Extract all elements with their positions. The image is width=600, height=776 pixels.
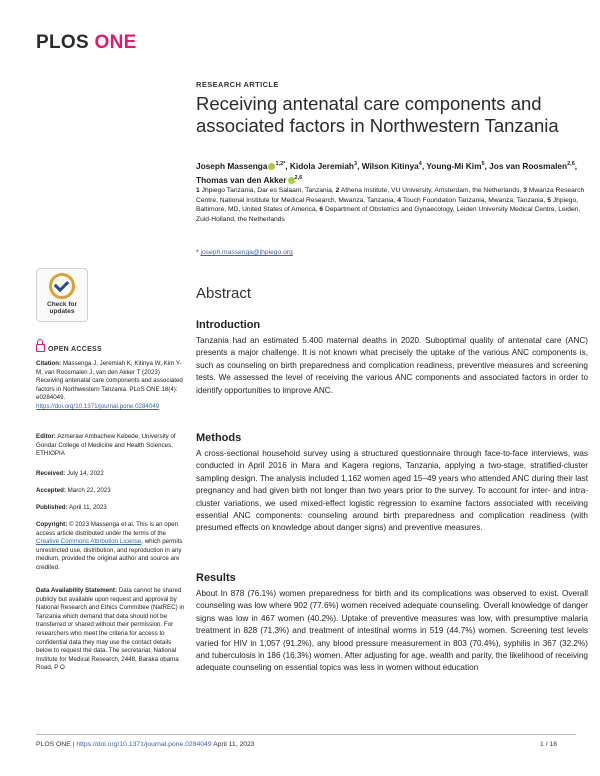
open-lock-icon [36, 344, 45, 352]
abstract-heading: Abstract [196, 285, 252, 302]
published-date: Published: April 11, 2023 [36, 504, 107, 511]
author-list: Joseph Massenga $^{1,2*}$, Kidola Jeremiah$^3$, Wilson Kitinya$^4$, Young-Mi Kim$^5$, Jos van Roosmalen$^{2,6}$, Thomas van den Akker $^{2,6}$ [196, 160, 578, 185]
article-type-label: RESEARCH ARTICLE [196, 80, 279, 89]
section-heading-results: Results [196, 572, 236, 584]
check-updates-icon [49, 273, 75, 299]
editor-block: Editor: Azmeraw Ambachew Kebede, University of Gondar College of Medicine and Health Sciences, ETHIOPIA [36, 433, 176, 458]
check-for-updates-button[interactable]: Check for updates [36, 268, 88, 322]
section-heading-introduction: Introduction [196, 319, 261, 331]
author-name[interactable]: Joseph Massenga [196, 160, 268, 171]
article-title: Receiving antenatal care components and associated factors in Northwestern Tanzania [196, 93, 559, 136]
footer-divider [36, 734, 576, 735]
accepted-date: Accepted: March 22, 2023 [36, 487, 111, 494]
section-text-introduction: Tanzania had an estimated 5.400 maternal deaths in 2020. Suboptimal quality of antenatal care (ANC) presents a major challenge. It is not known what precisely the uptake of the various ANC components is, such as counseling on birth preparedness and complication readiness, preventive measures and screening tests. We assessed the level of receiving the various ANC components and associated factors in order to identify opportunities to improve ANC. [196, 336, 588, 395]
author-name[interactable]: Young-Mi Kim [426, 160, 482, 171]
affiliations: 1 Jhpiego Tanzania, Dar es Salaam, Tanzania, 2 Athena Institute, VU University, Amsterdam, the Netherlands, 3 Mwanza Research Centre, National Institute for Medical Research, Mwanza, Tanzania, 4 Touch Foundation Tanzania, Mwanza, Tanzania, 5 Jhpiego, Baltimore, MD, United States of America, 6 Department of Obstetrics and Gynaecology, Leiden University Medical Centre, Leiden, Zuid-Holland, the Netherlands [196, 187, 585, 223]
author-name[interactable]: Jos van Roosmalen [489, 160, 568, 171]
section-text-results: About In 878 (76.1%) women preparedness for birth and its complications was observed to exist. Overall counseling was low where 902 (77.6%) women received adequate counseling. Overall knowledge of danger signs was low in 467 women (40.2%). Uptake of preventive measures was low, with presumptive malaria treatment in 828 (71.3%) and treatment of intestinal worms in 519 (44.7%) women. Screening test levels varied for HIV in 1,057 (91.2%), any blood pressure measurement in 803 (70.4%), syphilis in 367 (32.2%) and tuberculosis in 186 (16.3%) women. After adjusting for age, wealth and parity, the likelihood of receiving adequate counseling on essential topics was less in women without education [196, 589, 588, 673]
author-name[interactable]: Wilson Kitinya [361, 160, 419, 171]
citation-block: Citation: Massenga J, Jeremiah K, Kitinya W, Kim Y-M, van Roosmalen J, van den Akker T (2023) Receiving antenatal care components and associated factors in Northwestern Tanzania. PLoS ONE 18(4): e0284049. https://doi.org/10.1371/journal.pone.0284049 [36, 360, 183, 410]
corresponding-email: * joseph.massenga@jhpiego.org [196, 249, 293, 256]
orcid-icon[interactable] [288, 177, 295, 184]
footer-doi-link[interactable]: https://doi.org/10.1371/journal.pone.0284049 [76, 741, 212, 748]
email-link[interactable]: joseph.massenga@jhpiego.org [200, 249, 293, 256]
license-link[interactable]: Creative Commons Attribution License [36, 538, 142, 546]
data-availability-block: Data Availability Statement: Data cannot be shared publicly but available upon request and approval by National Research and Ethics Committee (NatREC) in Tanzania which demand that data should not be transferred or shared without their permission. For researchers who meet the criteria for access to confidential data they may use the contact details below to request the data. The secretariat, National Institute for Medical Research, 2448, Baraka obama Road, P O [36, 587, 185, 672]
citation-doi-link[interactable]: https://doi.org/10.1371/journal.pone.0284049 [36, 402, 160, 410]
logo-plos-text: PLOS [36, 32, 89, 53]
page-number: 1 / 18 [540, 741, 558, 748]
section-heading-methods: Methods [196, 432, 242, 444]
author-name[interactable]: Thomas van den Akker [196, 174, 287, 185]
received-date: Received: July 14, 2022 [36, 470, 104, 477]
journal-logo[interactable] [36, 32, 137, 54]
copyright-block: Copyright: © 2023 Massenga et al. This is an open access article distributed under the terms of the Creative Commons Attribution License, which permits unrestricted use, distribution, and reproduction in any medium, provided the original author and source are credited. [36, 521, 183, 571]
page-footer: PLOS ONE | https://doi.org/10.1371/journal.pone.0284049 April 11, 2023 [36, 741, 255, 748]
open-access-badge: OPEN ACCESS [36, 344, 102, 353]
logo-one-text: ONE [94, 32, 137, 53]
section-text-methods: A cross-sectional household survey using a structured questionnaire through face-to-face interviews, was conducted in April 2016 in Mara and Kagera regions, Tanzania, applying a two-stage, stratified-cluster sampling design. The analysis included 1,162 women aged 15–49 years who attended ANC during their last pregnancy and had given birth not longer than two years prior to the survey. To account for inter- and intra-cluster variations, we used mixed-effect logistic regression to examine factors associated with receiving essential ANC components: counseling around birth preparedness and complication readiness (with presumed effects on knowledge about danger signs) and preventive measures. [196, 449, 588, 533]
author-name[interactable]: Kidola Jeremiah [289, 160, 355, 171]
